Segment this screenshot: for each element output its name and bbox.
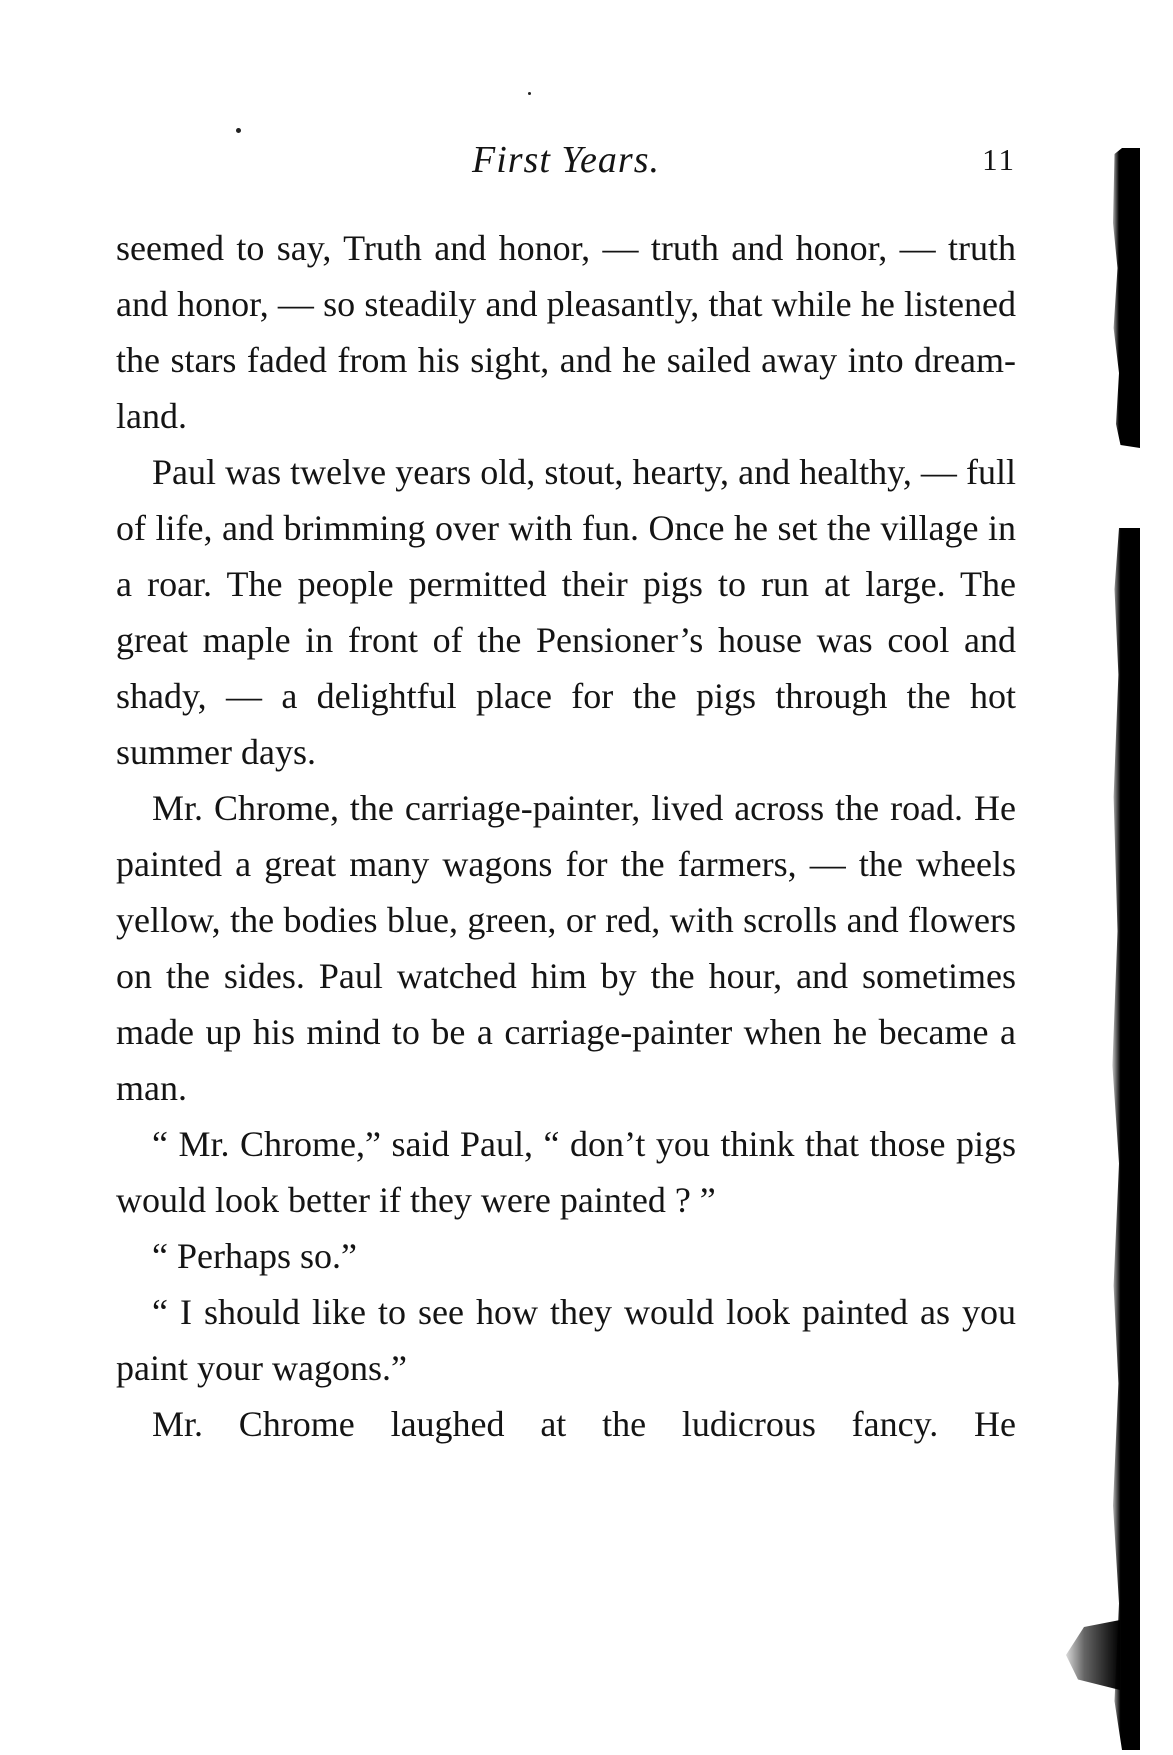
page-edge-shadow <box>1060 1620 1120 1690</box>
running-header <box>116 138 1016 188</box>
page-edge-shadow <box>1110 528 1140 1750</box>
running-title: First Years. <box>472 139 660 181</box>
print-speck <box>528 92 531 95</box>
paragraph: seemed to say, Truth and honor, — truth and honor, — truth and honor, — so steadily and pleasantly, that while he listened the stars faded from his sight, and he sailed away into dream-land. <box>116 228 1016 436</box>
paragraph: “ Perhaps so.” <box>152 1236 357 1276</box>
paragraph: “ I should like to see how they would look painted as you paint your wagons.” <box>116 1292 1016 1388</box>
paragraph: “ Mr. Chrome,” said Paul, “ don’t you think that those pigs would look better if they were painted ? ” <box>116 1124 1016 1220</box>
page-number: 11 <box>982 142 1016 177</box>
paragraph: Mr. Chrome, the carriage-painter, lived across the road. He painted a great many wagons for the farmers, — the wheels yellow, the bodies blue, green, or red, with scrolls and flowers on the sides. Paul watched him by the hour, and sometimes made up his mind to be a carriage-painter when he became a man. <box>116 788 1016 1108</box>
page-edge-shadow <box>1110 148 1140 448</box>
body-text <box>116 220 1016 1452</box>
print-speck <box>236 128 241 133</box>
paragraph: Paul was twelve years old, stout, hearty, and healthy, — full of life, and brimming over with fun. Once he set the village in a roar. The people permitted their pigs to run at large. The great maple in front of the Pensioner’s house was cool and shady, — a delightful place for the pigs through the hot summer days. <box>116 452 1016 772</box>
paragraph: Mr. Chrome laughed at the ludicrous fancy. He <box>152 1404 1016 1444</box>
